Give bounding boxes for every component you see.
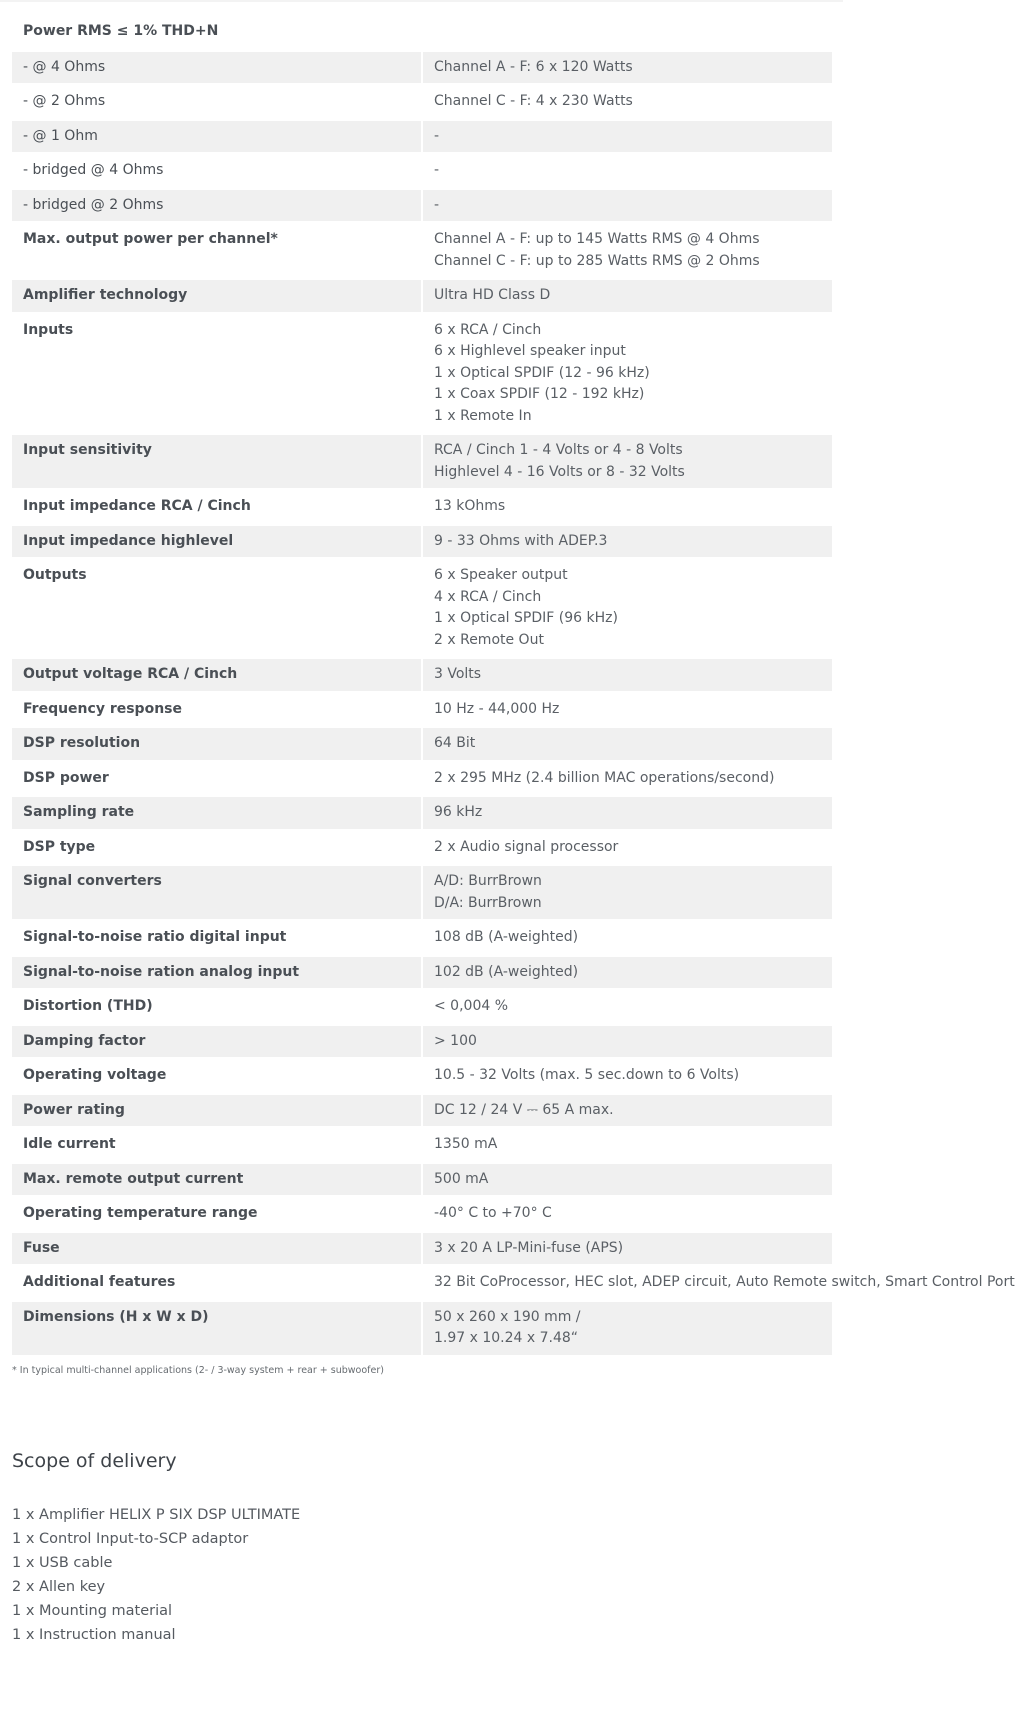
- spec-value: [423, 922, 832, 954]
- spec-label: Fuse: [12, 1233, 421, 1265]
- spec-value-line: 1 x Optical SPDIF (96 kHz): [434, 610, 618, 626]
- scope-item: 1 x Control Input-to-SCP adaptor: [12, 1530, 249, 1547]
- spec-value: [423, 832, 832, 864]
- spec-value-line: Highlevel 4 - 16 Volts or 8 - 32 Volts: [434, 463, 685, 480]
- spec-value: [423, 1164, 832, 1196]
- spec-value-line: 1 x Optical SPDIF (12 - 96 kHz): [434, 364, 650, 381]
- spec-row: [12, 922, 832, 954]
- spec-label: - @ 2 Ohms: [12, 86, 421, 118]
- spec-value: [423, 560, 832, 656]
- spec-row: [12, 1026, 832, 1058]
- spec-row: [12, 659, 832, 691]
- spec-label: Outputs: [12, 560, 421, 656]
- spec-value-line: 4 x RCA / Cinch: [434, 588, 542, 605]
- spec-row: [12, 957, 832, 989]
- spec-value-line: RCA / Cinch 1 - 4 Volts or 4 - 8 Volts: [434, 442, 683, 458]
- spec-row: [12, 694, 832, 726]
- footnote: * In typical multi-channel applications (2- / 3-way system + rear + subwoofer): [12, 1364, 384, 1376]
- spec-row: [12, 763, 832, 795]
- spec-label: - bridged @ 2 Ohms: [12, 190, 421, 222]
- spec-label: Signal converters: [12, 866, 421, 919]
- spec-value-line: 3 x 20 A LP-Mini-fuse (APS): [434, 1239, 624, 1256]
- scope-item: 1 x Mounting material: [12, 1602, 173, 1619]
- spec-value-line: D/A: BurrBrown: [434, 894, 542, 911]
- spec-value: [423, 1267, 1015, 1299]
- spec-value: [423, 190, 832, 222]
- spec-label: Damping factor: [12, 1026, 421, 1058]
- scope-item: 1 x Instruction manual: [12, 1626, 176, 1643]
- spec-label: Signal-to-noise ration analog input: [12, 957, 421, 989]
- spec-value: [423, 435, 832, 488]
- spec-label: Max. output power per channel*: [12, 224, 421, 277]
- spec-value-line: 2 x Audio signal processor: [434, 838, 619, 855]
- spec-value-line: 1.97 x 10.24 x 7.48“: [434, 1330, 579, 1346]
- spec-value-line: 10.5 - 32 Volts (max. 5 sec.down to 6 Volts): [434, 1067, 740, 1083]
- spec-value-line: 1 x Coax SPDIF (12 - 192 kHz): [434, 386, 645, 402]
- spec-label: Input impedance highlevel: [12, 526, 421, 558]
- spec-value: [423, 797, 832, 829]
- spec-row: [12, 1164, 832, 1196]
- spec-row: [12, 991, 832, 1023]
- spec-row: [12, 155, 832, 187]
- spec-label: Inputs: [12, 315, 421, 433]
- spec-label: DSP type: [12, 832, 421, 864]
- spec-value: [423, 866, 832, 919]
- scope-item: 1 x USB cable: [12, 1554, 113, 1571]
- spec-row: [12, 1060, 832, 1092]
- spec-label: Input sensitivity: [12, 435, 421, 488]
- spec-value-line: 6 x RCA / Cinch: [434, 321, 542, 338]
- spec-row: [12, 560, 832, 656]
- spec-value-line: 13 kOhms: [434, 498, 506, 514]
- specifications-body: [12, 3, 1015, 1355]
- spec-row: [12, 315, 832, 433]
- spec-value-line: 1 x Remote In: [434, 407, 532, 424]
- spec-value-line: < 0,004 %: [434, 998, 509, 1014]
- spec-row: [12, 491, 832, 523]
- spec-label: Sampling rate: [12, 797, 421, 829]
- spec-row: [12, 1095, 832, 1127]
- spec-value-line: -: [434, 127, 440, 144]
- spec-label: Operating temperature range: [12, 1198, 421, 1230]
- spec-label: Dimensions (H x W x D): [12, 1302, 421, 1355]
- spec-row: [12, 190, 832, 222]
- spec-value-line: -: [434, 162, 440, 178]
- spec-label: Additional features: [12, 1267, 421, 1299]
- spec-value: [423, 155, 832, 187]
- spec-value: [423, 315, 832, 433]
- spec-value: [423, 224, 832, 277]
- spec-value: [423, 1060, 832, 1092]
- spec-value-line: 6 x Speaker output: [434, 567, 568, 583]
- spec-value-line: DC 12 / 24 V ⎓ 65 A max.: [434, 1101, 614, 1118]
- scope-of-delivery-title: Scope of delivery: [12, 1449, 177, 1472]
- spec-value-line: Channel C - F: up to 285 Watts RMS @ 2 Ohms: [434, 252, 760, 269]
- spec-value-line: 3 Volts: [434, 666, 482, 682]
- spec-value-line: 2 x Remote Out: [434, 631, 544, 648]
- spec-value-line: 64 Bit: [434, 735, 476, 751]
- spec-value-line: 102 dB (A-weighted): [434, 963, 579, 980]
- spec-value: [423, 86, 832, 118]
- spec-value-line: 2 x 295 MHz (2.4 billion MAC operations/second): [434, 769, 775, 786]
- scope-of-delivery-list: [12, 1503, 836, 1647]
- spec-value-line: -40° C to +70° C: [434, 1205, 552, 1221]
- spec-row: [12, 1129, 832, 1161]
- spec-value: [423, 1233, 832, 1265]
- spec-label: DSP resolution: [12, 728, 421, 760]
- spec-label: Idle current: [12, 1129, 421, 1161]
- spec-value-line: Ultra HD Class D: [434, 287, 551, 303]
- spec-label: Amplifier technology: [12, 280, 421, 312]
- spec-row: [12, 86, 832, 118]
- spec-label: Signal-to-noise ratio digital input: [12, 922, 421, 954]
- spec-label: Distortion (THD): [12, 991, 421, 1023]
- spec-row: [12, 1198, 832, 1230]
- spec-value: [423, 1026, 832, 1058]
- spec-value-line: 500 mA: [434, 1170, 489, 1187]
- spec-value: [423, 121, 832, 153]
- spec-value: [423, 526, 832, 558]
- spec-value-line: Channel A - F: 6 x 120 Watts: [434, 58, 633, 75]
- spec-value-line: -: [434, 196, 440, 213]
- spec-row: [12, 1267, 832, 1299]
- spec-value: [423, 280, 832, 312]
- spec-row: [12, 866, 832, 919]
- spec-value-line: > 100: [434, 1032, 477, 1049]
- spec-value: [423, 728, 832, 760]
- spec-row: [12, 224, 832, 277]
- spec-value: [423, 1095, 832, 1127]
- spec-label: - @ 4 Ohms: [12, 52, 421, 84]
- scope-item: 1 x Amplifier HELIX P SIX DSP ULTIMATE: [12, 1506, 301, 1523]
- spec-value-line: 6 x Highlevel speaker input: [434, 343, 626, 359]
- spec-value-line: 32 Bit CoProcessor, HEC slot, ADEP circuit, Auto Remote switch, Smart Control Port: [434, 1274, 1015, 1290]
- spec-value-line: 1350 mA: [434, 1136, 498, 1152]
- spec-value-line: 108 dB (A-weighted): [434, 929, 579, 945]
- spec-label: - bridged @ 4 Ohms: [12, 155, 421, 187]
- spec-value: [423, 763, 832, 795]
- spec-value: [423, 1302, 832, 1355]
- spec-value: [423, 1129, 832, 1161]
- spec-row: [12, 1233, 832, 1265]
- spec-row: [12, 280, 832, 312]
- spec-row: [12, 728, 832, 760]
- spec-value: [423, 991, 832, 1023]
- spec-value: [423, 694, 832, 726]
- spec-label: Max. remote output current: [12, 1164, 421, 1196]
- spec-value-line: A/D: BurrBrown: [434, 873, 542, 889]
- spec-value: [423, 1198, 832, 1230]
- spec-header-row: [12, 3, 832, 49]
- spec-value-line: 96 kHz: [434, 804, 483, 820]
- spec-value-line: 10 Hz - 44,000 Hz: [434, 700, 560, 717]
- spec-label: Input impedance RCA / Cinch: [12, 491, 421, 523]
- spec-value-line: Channel A - F: up to 145 Watts RMS @ 4 Ohms: [434, 231, 760, 247]
- spec-label: Frequency response: [12, 694, 421, 726]
- spec-value: [423, 659, 832, 691]
- spec-value-line: 50 x 260 x 190 mm /: [434, 1308, 581, 1325]
- spec-row: [12, 832, 832, 864]
- spec-row: [12, 435, 832, 488]
- scope-item: 2 x Allen key: [12, 1578, 106, 1595]
- spec-value-line: Channel C - F: 4 x 230 Watts: [434, 93, 633, 109]
- spec-value-line: 9 - 33 Ohms with ADEP.3: [434, 532, 608, 549]
- spec-label: - @ 1 Ohm: [12, 121, 421, 153]
- spec-value: [423, 491, 832, 523]
- spec-label: Output voltage RCA / Cinch: [12, 659, 421, 691]
- spec-section-title: Power RMS ≤ 1% THD+N: [12, 3, 832, 49]
- spec-row: [12, 526, 832, 558]
- content: [12, 0, 1015, 1647]
- spec-label: Power rating: [12, 1095, 421, 1127]
- spec-row: [12, 52, 832, 84]
- spec-row: [12, 1302, 832, 1355]
- spec-row: [12, 121, 832, 153]
- spec-row: [12, 797, 832, 829]
- spec-label: DSP power: [12, 763, 421, 795]
- spec-value: [423, 957, 832, 989]
- specifications-table: [10, 0, 1015, 1358]
- spec-value: [423, 52, 832, 84]
- spec-label: Operating voltage: [12, 1060, 421, 1092]
